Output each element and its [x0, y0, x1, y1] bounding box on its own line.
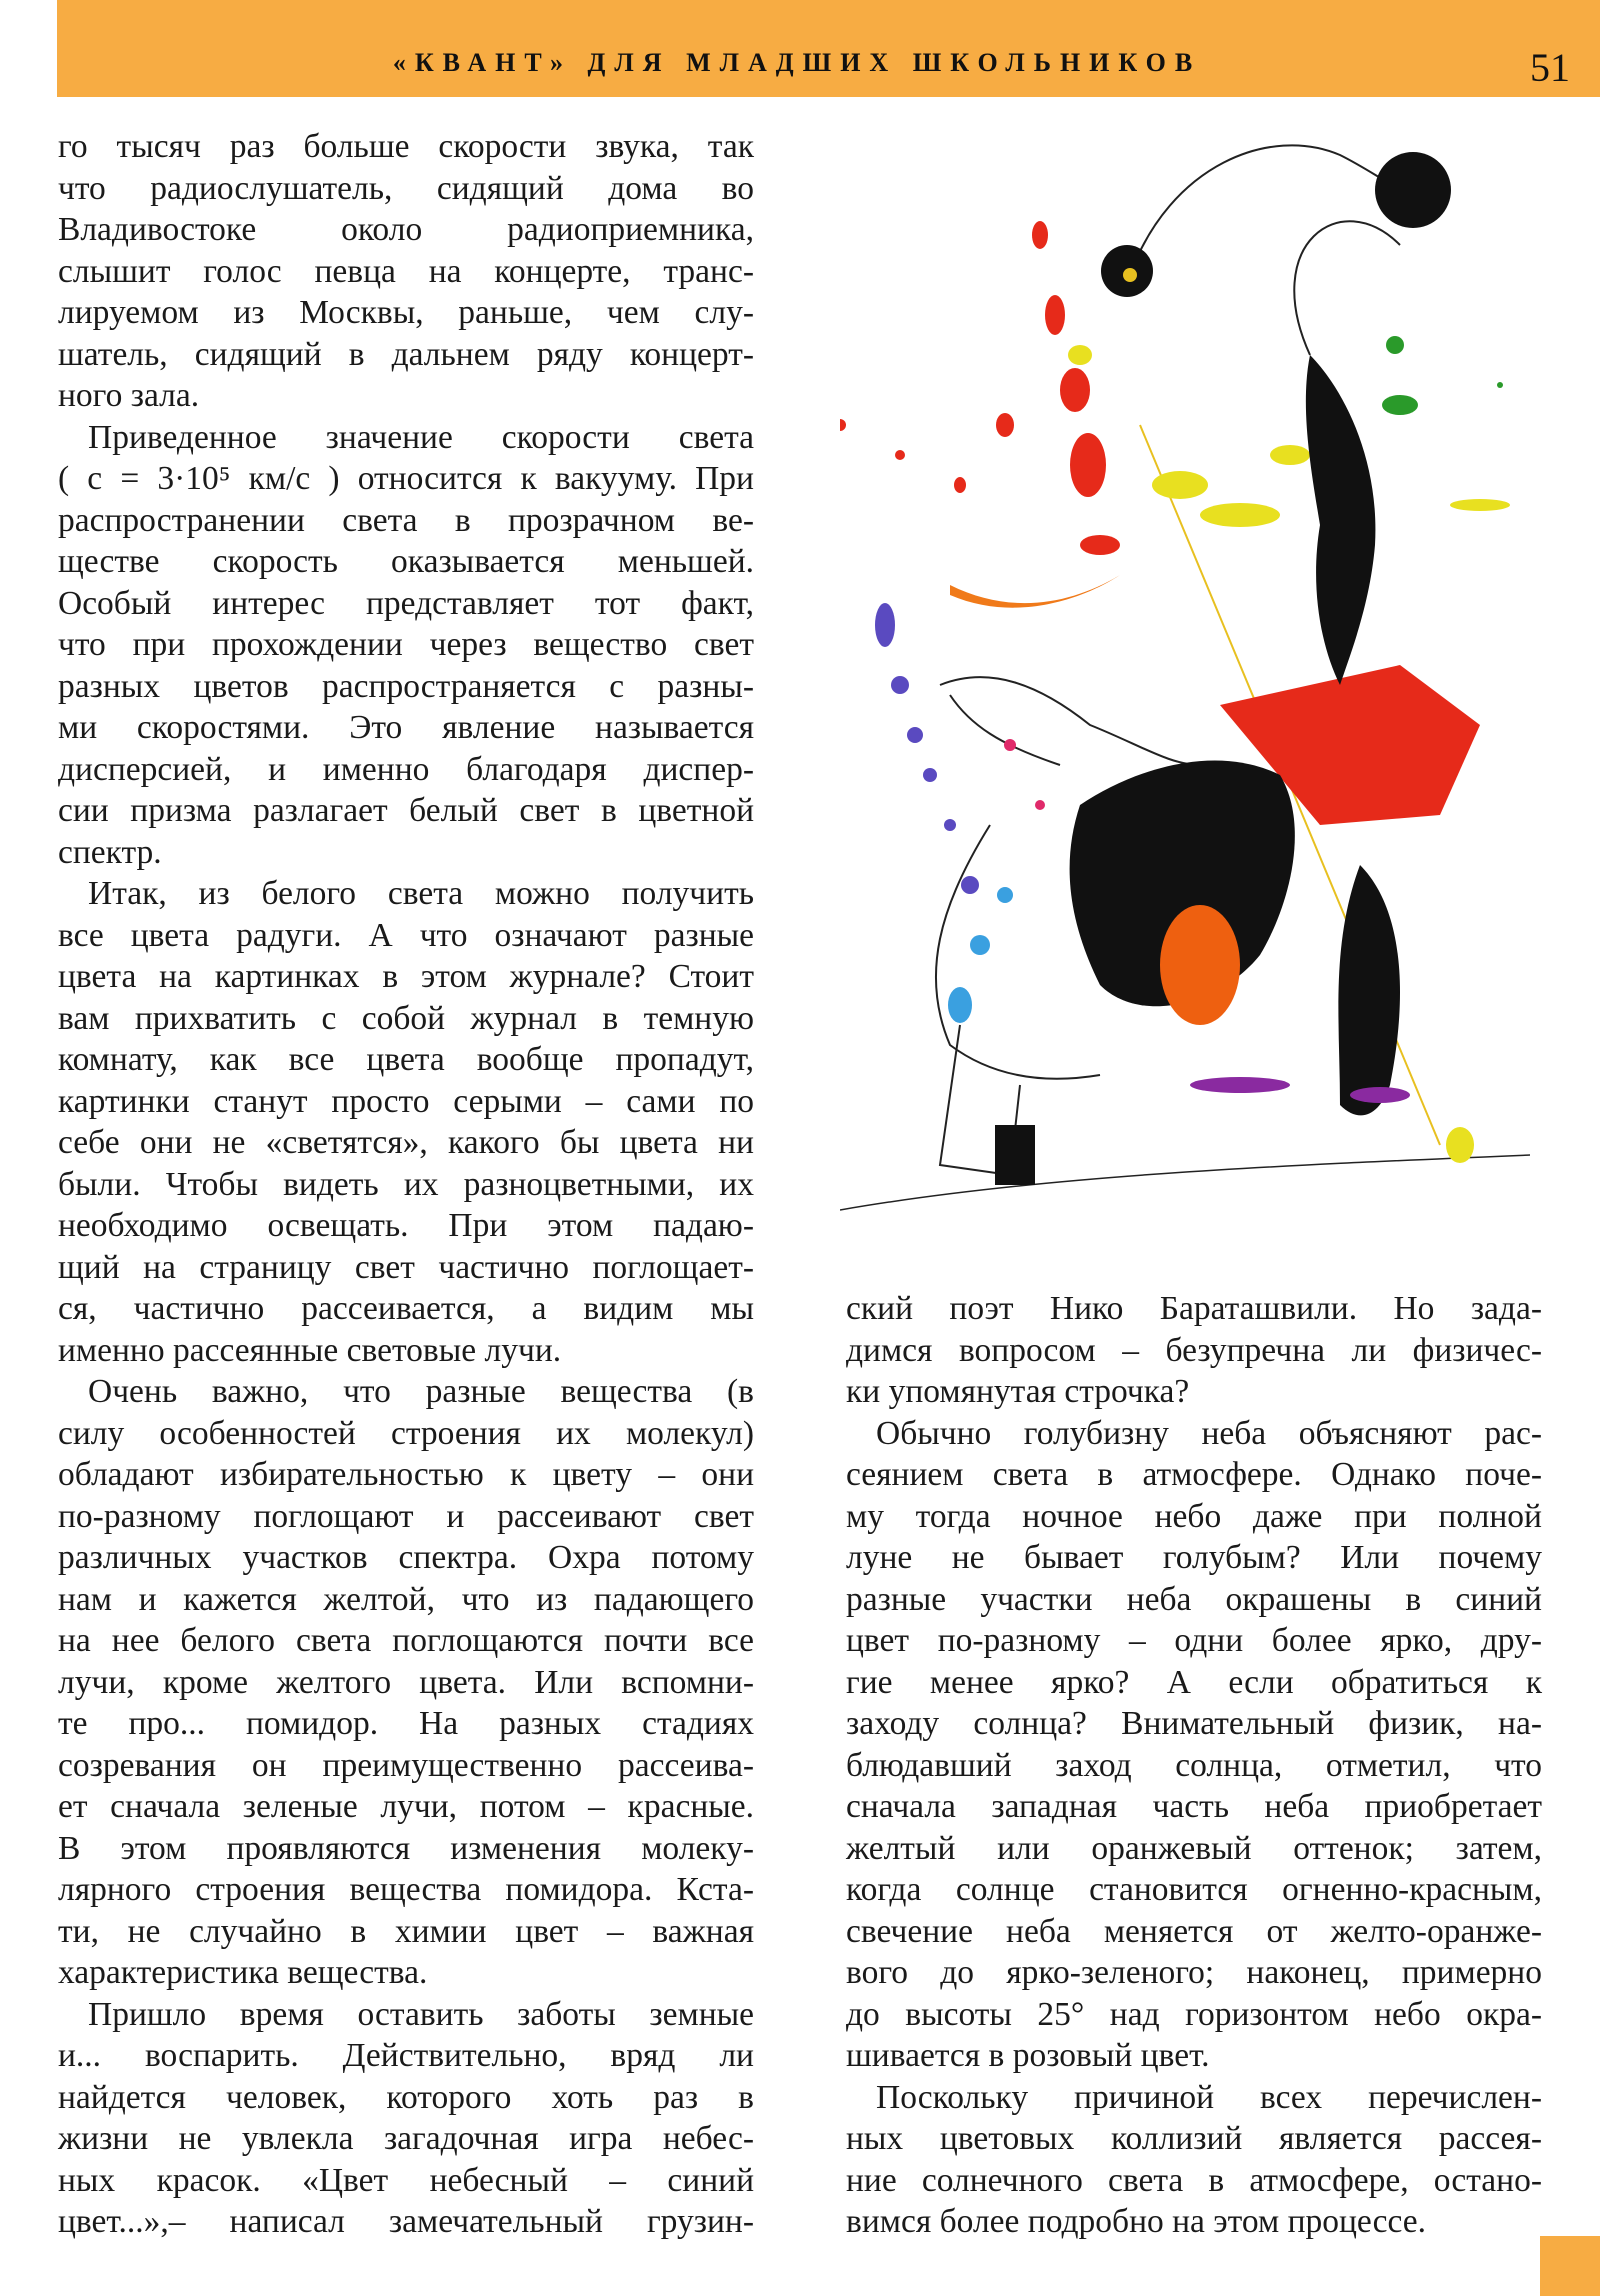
text-line: цвет по-разному – одни более ярко, дру-: [846, 1622, 1542, 1659]
curved-line: [1294, 221, 1400, 355]
text-line: вам прихватить с собой журнал в темную: [58, 999, 754, 1037]
running-header: [57, 0, 1600, 97]
text-line: димся вопросом – безупречна ли физичес-: [846, 1331, 1542, 1369]
text-line: дисперсией, и именно благодаря диспер-: [58, 750, 754, 788]
text-line: Владивостоке около радиоприемника,: [58, 211, 754, 248]
text-line: Приведенное значение скорости света: [88, 418, 754, 456]
text-line: ти, не случайно в химии цвет – важная: [58, 1912, 754, 1950]
text-line: щий на страницу свет частично поглощает-: [58, 1248, 754, 1286]
text-line: лучи, кроме желтого цвета. Или вспомни-: [58, 1663, 754, 1701]
text-line: му тогда ночное небо даже при полной: [846, 1497, 1542, 1535]
text-line: ного зала.: [58, 377, 200, 414]
text-line: ние солнечного света в атмосфере, остано-: [846, 2161, 1542, 2199]
text-line: луне не бывает голубым? Или почему: [846, 1539, 1542, 1576]
text-line: цвета на картинках в этом журнале? Стоит: [58, 958, 754, 995]
text-line: Итак, из белого света можно получить: [88, 875, 754, 912]
text-line: ных красок. «Цвет небесный – синий: [58, 2161, 754, 2199]
text-line: слышит голос певца на концерте, транс-: [58, 252, 754, 290]
text-line: ский поэт Нико Бараташвили. Но зада-: [846, 1290, 1542, 1327]
text-line: нам и кажется желтой, что из падающего: [58, 1580, 754, 1618]
page-number: 51: [1530, 45, 1570, 90]
text-line: Обычно голубизну неба объясняют рас-: [876, 1414, 1542, 1452]
text-line: картинки станут просто серыми – сами по: [58, 1082, 754, 1120]
text-line: свечение неба меняется от желто-оранже-: [846, 1912, 1542, 1950]
text-line: и... воспарить. Действительно, вряд ли: [58, 2037, 754, 2074]
text-line: жизни не увлекла загадочная игра небес-: [58, 2120, 754, 2157]
text-line: характеристика вещества.: [58, 1954, 428, 1991]
text-line: ки упомянутая строчка?: [846, 1373, 1190, 1410]
left-text-column: [58, 126, 754, 2243]
text-line: заходу солнца? Внимательный физик, на-: [846, 1705, 1542, 1742]
text-line: именно рассеянные световые лучи.: [58, 1331, 562, 1369]
section-title: «КВАНТ» ДЛЯ МЛАДШИХ ШКОЛЬНИКОВ: [392, 48, 1202, 77]
text-line: ных цветовых коллизий является рассея-: [846, 2120, 1542, 2157]
text-line: ( c = 3·10⁵ км/с ) относится к вакууму. При: [58, 460, 754, 497]
text-line: силу особенностей строения их молекул): [58, 1414, 754, 1452]
text-line: были. Чтобы видеть их разноцветными, их: [58, 1165, 754, 1203]
right-text-column: [846, 1288, 1542, 2243]
text-line: гие менее ярко? А если обратиться к: [846, 1663, 1542, 1701]
corner-accent-block: [1540, 2236, 1600, 2296]
text-line: найдется человек, которого хоть раз в: [58, 2078, 754, 2116]
text-line: созревания он преимущественно рассеива-: [58, 1746, 754, 1784]
text-line: блюдавший заход солнца, отметил, что: [846, 1746, 1542, 1784]
text-line: что при прохождении через вещество свет: [58, 626, 754, 663]
text-line: обладают избирательностью к цвету – они: [58, 1456, 754, 1493]
text-line: лярного строения вещества помидора. Кста-: [58, 1871, 754, 1908]
text-line: себе они не «светятся», какого бы цвета ни: [58, 1124, 754, 1161]
text-line: сии призма разлагает белый свет в цветной: [58, 792, 754, 829]
text-line: сеянием света в атмосфере. Однако поче-: [846, 1456, 1542, 1493]
text-line: разные участки неба окрашены в синий: [846, 1580, 1542, 1618]
text-line: комнату, как все цвета вообще пропадут,: [58, 1041, 754, 1078]
text-line: Пришло время оставить заботы земные: [88, 1995, 754, 2033]
text-line: цвет...»,– написал замечательный грузин-: [58, 2203, 754, 2240]
text-line: спектр.: [58, 833, 162, 871]
text-line: разных цветов распространяется с разны-: [58, 667, 754, 705]
text-line: ся, частично рассеивается, а видим мы: [58, 1290, 754, 1327]
text-line: до высоты 25° над горизонтом небо окра-: [846, 1995, 1542, 2033]
text-line: лируемом из Москвы, раньше, чем слу-: [58, 294, 754, 331]
text-line: В этом проявляются изменения молеку-: [58, 1829, 754, 1867]
text-line: когда солнце становится огненно-красным,: [846, 1871, 1542, 1908]
text-line: шивается в розовый цвет.: [846, 2037, 1210, 2074]
text-line: желтый или оранжевый оттенок; затем,: [846, 1829, 1542, 1867]
text-line: на нее белого света поглощаются почти все: [58, 1622, 754, 1659]
text-line: те про... помидор. На разных стадиях: [58, 1705, 754, 1742]
text-line: Особый интерес представляет тот факт,: [58, 584, 754, 622]
text-line: вого до ярко-зеленого; наконец, примерно: [846, 1954, 1542, 1991]
text-line: все цвета радуги. А что означают разные: [58, 916, 754, 954]
text-line: ет сначала зеленые лучи, потом – красные.: [58, 1788, 754, 1825]
abstract-figure-illustration: [840, 125, 1540, 1230]
text-line: что радиослушатель, сидящий дома во: [58, 169, 754, 207]
text-line: по-разному поглощают и рассеивают свет: [58, 1497, 754, 1535]
text-line: го тысяч раз больше скорости звука, так: [58, 128, 754, 165]
text-line: Поскольку причиной всех перечислен-: [876, 2078, 1542, 2116]
text-line: Очень важно, что разные вещества (в: [88, 1373, 754, 1410]
text-line: ществе скорость оказывается меньшей.: [58, 543, 754, 580]
text-line: необходимо освещать. При этом падаю-: [58, 1207, 754, 1244]
text-line: распространении света в прозрачном ве-: [58, 501, 754, 539]
curved-line: [1130, 145, 1415, 275]
text-line: шатель, сидящий в дальнем ряду концерт-: [58, 335, 754, 373]
text-line: ми скоростями. Это явление называется: [58, 709, 754, 746]
text-line: сначала западная часть неба приобретает: [846, 1788, 1542, 1825]
text-line: вимся более подробно на этом процессе.: [846, 2203, 1427, 2240]
text-line: различных участков спектра. Охра потому: [58, 1539, 754, 1576]
